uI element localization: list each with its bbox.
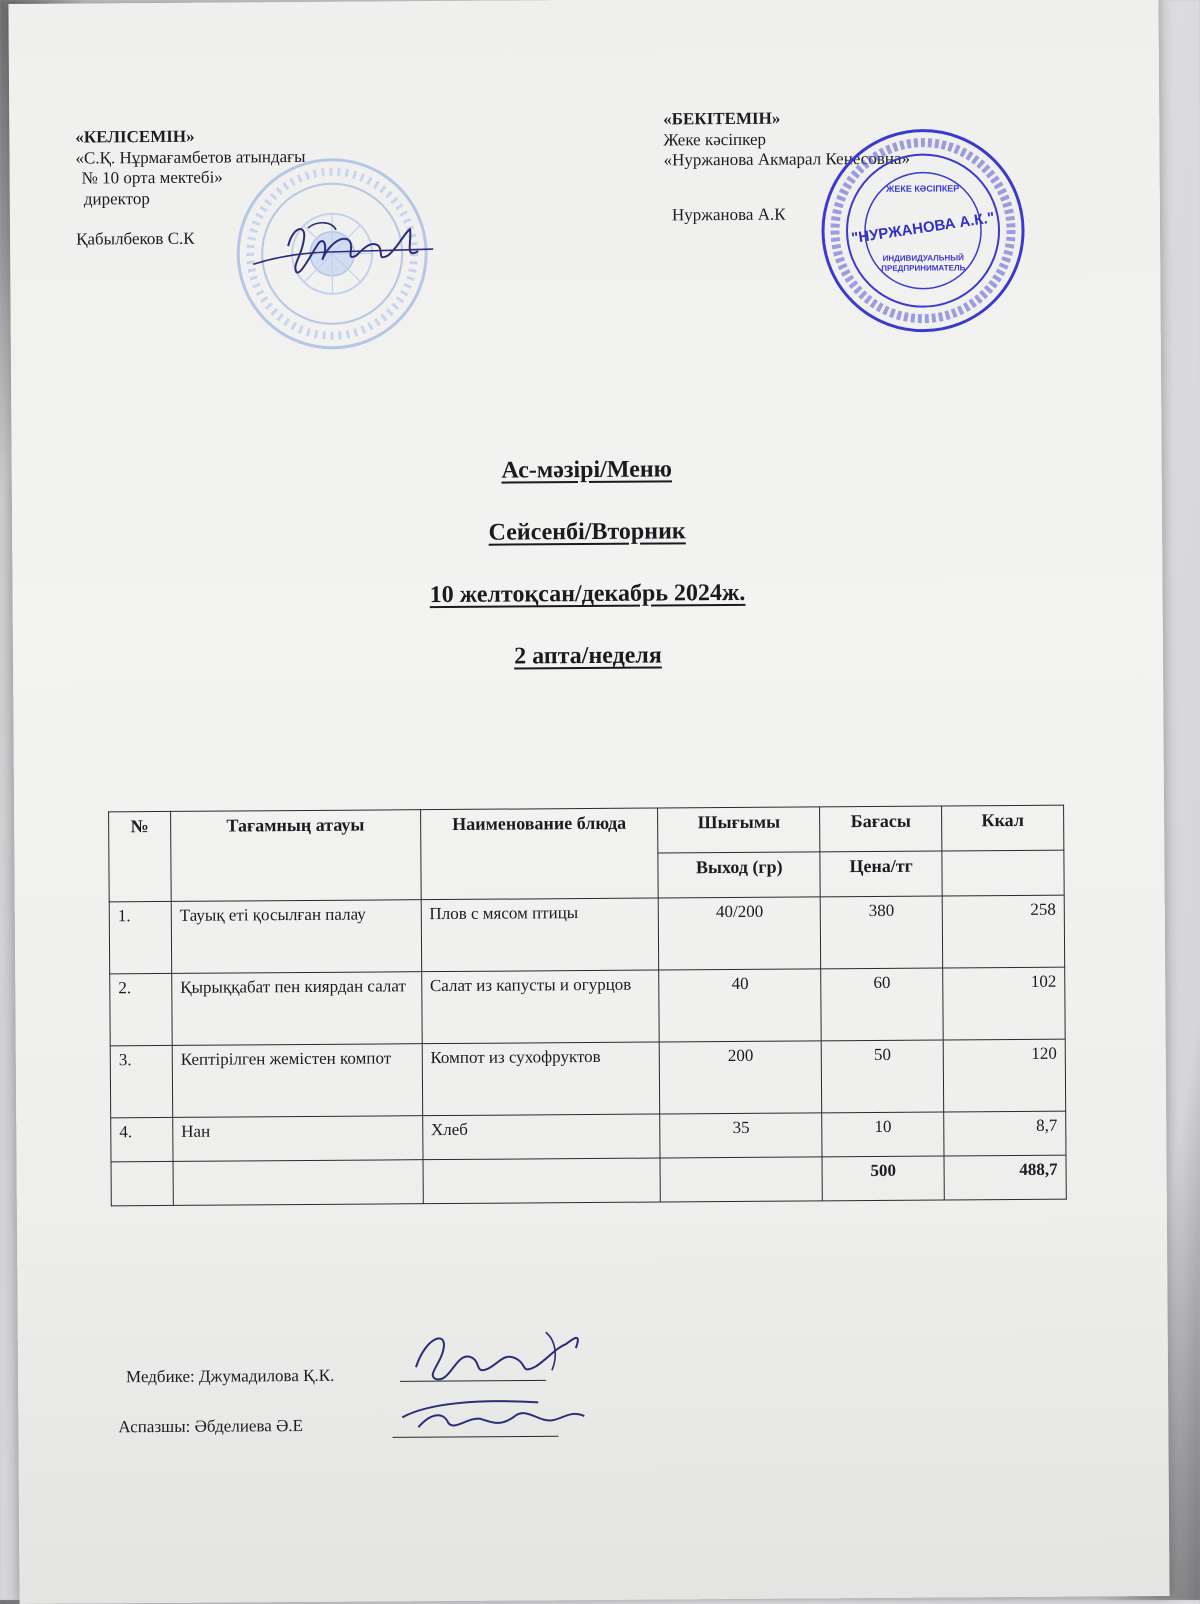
entrepreneur-stamp-seal (817, 125, 1028, 336)
menu-table (108, 805, 1067, 1207)
cell-name-ru: Компот из сухофруктов (422, 1042, 660, 1116)
cell-no: 3. (110, 1045, 172, 1117)
approval-left-line2: № 10 орта мектебі» (81, 167, 223, 188)
stamp-center-bottom: ИНДИВИДУАЛЬНЫЙ ПРЕДПРИНИМАТЕЛЬ (881, 253, 966, 273)
medic-line (126, 1366, 334, 1388)
cell-price: 10 (822, 1112, 944, 1157)
table-row (109, 895, 1064, 974)
cell-kcal: 120 (943, 1039, 1065, 1112)
header-price-sub: Цена/тг (820, 851, 942, 897)
header-no: № (109, 811, 172, 901)
table-row (110, 1039, 1065, 1118)
header-yield-sub: Выход (гр) (658, 852, 820, 898)
cell-yield: 40 (659, 969, 821, 1042)
cell-name-kz: Қырыққабат пен киярдан салат (172, 972, 422, 1046)
header-name-ru: Наименование блюда (420, 808, 658, 900)
cell-yield: 35 (660, 1113, 822, 1158)
title-day: Сейсенбі/Вторник (488, 518, 686, 546)
cell-no: 4. (111, 1117, 173, 1161)
cell-empty (173, 1160, 423, 1206)
cell-kcal: 8,7 (944, 1111, 1066, 1156)
cell-name-kz: Кептірілген жемістен компот (172, 1044, 422, 1118)
cook-line (118, 1416, 303, 1438)
cell-name-ru: Салат из капусты и огурцов (421, 970, 659, 1044)
cell-name-ru: Хлеб (422, 1114, 660, 1160)
approval-left-name: Қабылбеков С.К (76, 228, 195, 249)
header-price: Бағасы (820, 806, 942, 852)
stamp-center-name: "НУРЖАНОВА А.К." (850, 209, 996, 248)
cell-name-ru: Плов с мясом птицы (421, 898, 659, 972)
approval-right-line1: Жеке кәсіпкер (663, 129, 767, 149)
cell-name-kz: Нан (173, 1116, 423, 1162)
table-header-row (109, 805, 1064, 857)
cell-kcal: 258 (942, 895, 1064, 968)
cell-total-price: 500 (822, 1156, 944, 1201)
table-row (110, 967, 1065, 1046)
stamp-center-top: ЖЕКЕ КӘСІПКЕР (886, 183, 960, 194)
cell-price: 380 (820, 896, 942, 969)
cell-no: 1. (109, 901, 171, 973)
header-kcal: Ккал (942, 805, 1064, 851)
cell-empty (111, 1161, 173, 1205)
title-date: 10 желтоқсан/декабрь 2024ж. (429, 579, 746, 609)
cook-label: Аспазшы: Әбделиева Ә.Е (118, 1416, 304, 1437)
cell-no: 2. (110, 973, 172, 1045)
approval-left-line1: «С.Қ. Нұрмағамбетов атындағы (75, 146, 306, 168)
header-name-kz: Тағамның атауы (171, 810, 421, 902)
medic-signature (396, 1326, 596, 1393)
cook-signature (388, 1392, 598, 1453)
cell-yield: 40/200 (659, 897, 821, 970)
title-menu: Ас-мәзірі/Меню (501, 456, 673, 484)
medic-label: Медбике: Джумадилова Қ.К. (125, 1365, 335, 1387)
cell-empty (423, 1158, 661, 1204)
cell-empty (660, 1157, 822, 1202)
approval-left-line3: директор (83, 188, 150, 209)
director-signature (248, 215, 438, 286)
title-week: 2 апта/неделя (514, 642, 662, 670)
cell-kcal: 102 (943, 967, 1065, 1040)
approval-right-name: Нуржанова А.К (671, 204, 786, 224)
approval-right-heading: «БЕКІТЕМІН» (663, 108, 781, 129)
header-yield: Шығымы (658, 807, 820, 853)
table-row (111, 1111, 1066, 1162)
cell-price: 60 (821, 968, 943, 1041)
cell-total-kcal: 488,7 (944, 1155, 1066, 1200)
header-kcal-sub (942, 850, 1064, 896)
approval-left-heading: «КЕЛІСЕМІН» (75, 126, 195, 147)
cell-yield: 200 (660, 1041, 822, 1114)
approval-right-line2: «Нуржанова Акмарал Кенесовна» (663, 148, 911, 170)
cell-name-kz: Тауық еті қосылған палау (171, 900, 421, 974)
document-page (8, 0, 1169, 1604)
cell-price: 50 (821, 1040, 943, 1113)
table-total-row (111, 1155, 1066, 1206)
